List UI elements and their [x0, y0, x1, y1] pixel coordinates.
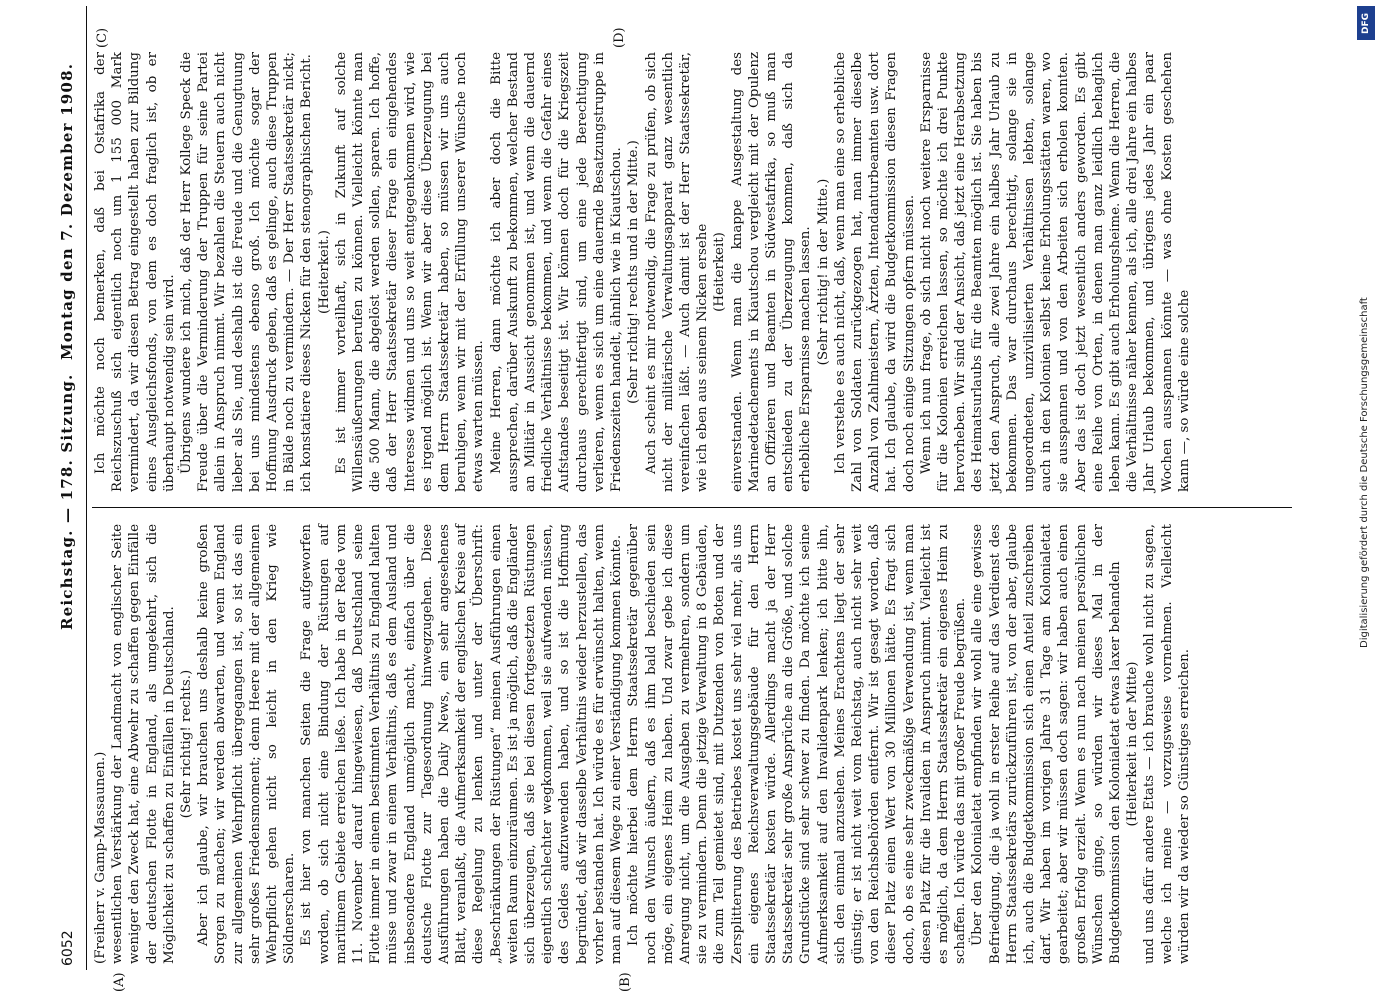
margin-marker-b: (B) [618, 972, 633, 992]
paragraph: Es ist immer vorteilhaft, sich in Zukunft auf solche Willensäußerungen berufen zu können. Vielleicht könnte man die 500 Mann, die abgelöst werden sollen, sparen. Ich hoffe, daß der Herr Staatssekretär dieser Frage ein eingehendes Interesse widmen und uns so weit entgegenkommen wird, wie es irgend möglich ist. Wenn wir aber diese Überzeugung bei dem Herrn Staatssekretär haben, so müssen wir uns auch beruhigen, wenn wir mit der Erfüllung unserer Wünsche noch etwas warten müssen. [333, 52, 487, 492]
side-strip [1347, 0, 1383, 1000]
session-title: Reichstag. — 178. Sitzung. [58, 373, 76, 630]
interjection: (Heiterkeit.) [316, 230, 332, 314]
dfg-logo: DFG [1357, 6, 1375, 40]
header-rule [86, 6, 87, 970]
paragraph: Übrigens wundere ich mich, daß der Herr Kollege Speck die Freude über die Verminderung der Truppen für seine Partei allein in Anspruch nimmt. Wir bezahlen die Steuern auch nicht lieber als Sie, und deshalb ist die Freude und die Genugtuung bei uns mindestens ebenso groß. Ich möchte sogar der Hoffnung Ausdruck geben, daß es gelinge, auch diese Truppen in Bälde noch zu vermindern. — Der Herr Staatssekretär nickt; ich konstatiere dieses Nicken für den stenographischen Bericht. [179, 52, 315, 492]
paragraph: Es ist hier von manchen Seiten die Frage aufgeworfen worden, ob sich nicht eine Bindung der Rüstungen auf maritimem Gebiete erreichen ließe. Ich habe in der Rede vom 11. November darauf hingewiesen, daß Deutschland seine Flotte immer in einem bestimmten Verhältnis zu England halten müsse und zwar in einem Verhältnis, daß es dem Ausland und insbesondere England unmöglich macht, einfach über die deutsche Flotte zur Tagesordnung hinwegzugehen. Diese Ausführungen haben die Daily News, ein sehr angesehenes Blatt, veranlaßt, die Aufmerksamkeit der englischen Kreise auf diese Regelung zu lenken und unter der Überschrift: „Beschränkungen der Rüstungen“ meinen Ausführungen einen weiten Raum einzuräumen. Es ist ja möglich, daß die Engländer sich überzeugen, daß sie bei diesen fortgesetzten Rüstungen eigentlich schlechter wegkommen, weil sie aufwenden müssen, des Geldes aufzuwenden haben, und so ist die Hoffnung begründet, daß wir dasselbe Verhältnis wieder herzustellen, das vorher bestanden hat. Ich würde es für erwünscht halten, wenn man auf diesem Wege zu einer Verständigung kommen könnte. [299, 524, 625, 964]
paragraph: Über den Kolonialetat empfinden wir wohl alle eine gewisse Befriedigung, die ja wohl in erster Reihe auf das Verdienst des Herrn Staatssekretärs zurückzuführen ist, von der aber, glaube ich, auch die Budgetkommission sich einen Anteil zuschreiben darf. Wir haben im vorigen Jahre 31 Tage am Kolonialetat gearbeitet; aber wir müssen doch sagen: wir haben auch einen großen Erfolg erzielt. Wenn es nun nach meinen persönlichen Wünschen ginge, so würden wir dieses Mal in der Budgetkommission den Kolonialetat etwas laxer behandeln [970, 524, 1123, 964]
interjection: (Heiterkeit in der Mitte) [1125, 661, 1141, 827]
margin-marker-d: (D) [612, 27, 627, 48]
interjection: (Sehr richtig! rechts.) [179, 669, 195, 819]
right-column [92, 52, 1193, 492]
digitization-credit: Digitalisierung gefördert durch die Deutsche Forschungsgemeinschaft [1359, 297, 1370, 648]
left-column [92, 524, 1193, 964]
interjection: (Sehr richtig! in der Mitte.) [815, 178, 831, 366]
paragraph: wesentlichen Verstärkung der Landmacht von englischer Seite weniger den Zweck hat, eine Abwehr zu schaffen gegen Einfälle der deutschen Flotte in England, als umgekehrt, sich die Möglichkeit zu schaffen zu Einfällen in Deutschland. [110, 524, 177, 964]
paragraph: und uns dafür andere Etats — ich brauche wohl nicht zu sagen, welche ich meine — vorzugsweise vornehmen. Vielleicht würden wir da wieder so Günstiges erreichen. [1142, 524, 1192, 964]
speaker-line: (Freiherr v. Gamp-Massaunen.) [93, 751, 108, 964]
paragraph: Auch scheint es mir notwendig, die Frage zu prüfen, ob sich nicht der militärische Verwaltungsapparat ganz wesentlich vereinfachen läßt. — Auch damit ist der Herr Staatssekretär, wie ich eben aus seinem Nicken ersehe [643, 52, 711, 492]
interjection: (Sehr richtig! rechts und in der Mitte.) [626, 140, 642, 404]
paragraph: einverstanden. Wenn man die knappe Ausgestaltung des Marinedetachements in Kiautschou vergleicht mit der Opulenz an Offizieren und Beamten in Südwestafrika, so muß man entschieden zu der Überzeugung kommen, daß sich da erhebliche Ersparnisse machen lassen. [729, 52, 814, 492]
paragraph: Meine Herren, dann möchte ich aber doch die Bitte aussprechen, darüber Auskunft zu bekommen, welcher Bestand an Militär in Aussicht genommen ist, und wenn die dauernd friedliche Verhältnisse bekommen, und wenn die Gefahr eines Aufstandes beseitigt ist. Wir können doch für die Kriegszeit durchaus gerechtfertigt sind, um eine jede Berechtigung verlieren, wenn es sich um eine dauernde Besatzungstruppe in Friedenszeiten handelt, ähnlich wie in Kiautschou. [488, 52, 625, 492]
paragraph: Aber ich glaube, wir brauchen uns deshalb keine großen Sorgen zu machen; wir werden abwarten, und wenn England zur allgemeinen Wehrpflicht übergegangen ist, so ist das ein sehr großes Friedensmoment; denn Heere mit der allgemeinen Wehrpflicht gehen nicht so leicht in den Krieg wie Söldnerscharen. [196, 524, 298, 964]
column-rule [92, 507, 1292, 508]
margin-marker-c: (C) [95, 27, 110, 48]
paragraph: Wenn ich nun frage, ob sich nicht noch weitere Ersparnisse für die Kolonien erreichen lassen, so möchte ich drei Punkte hervorheben. Wir sind der Ansicht, daß jetzt eine Herabsetzung des Heimatsurlaubs für die Beamten möglich ist. Sie haben bis jetzt den Anspruch, alle zwei Jahre ein halbes Jahr Urlaub zu bekommen. Das war durchaus berechtigt, solange sie in ungeordneten, unzivilisierten Verhältnissen lebten, solange auch in den Kolonien selbst keine Erholungsstätten waren, wo sie ausspannen und von den Arbeiten sich erholen konnten. Aber das ist doch jetzt wesentlich anders geworden. Es gibt eine Reihe von Orten, in denen man ganz leidlich behaglich leben kann. Es gibt auch Erholungsheime. Wenn die Herren, die die Verhältnisse näher kennen, als ich, alle drei Jahre ein halbes Jahr Urlaub bekommen, und übrigens jedes Jahr ein paar Wochen ausspannen könnte — was ohne Kosten geschehen kann —, so würde eine solche [918, 52, 1192, 492]
paragraph: Ich möchte noch bemerken, daß bei Ostafrika der Reichszuschuß sich eigentlich noch um 1 155 000 Mark vermindert, da wir diesen Betrag eingestellt haben zur Bildung eines Ausgleichsfonds, von dem es doch fraglich ist, ob er überhaupt notwendig sein wird. [93, 52, 177, 492]
session-date: Montag den 7. Dezember 1908. [58, 62, 76, 360]
paragraph: Ich verstehe es auch nicht, daß, wenn man eine so erhebliche Zahl von Soldaten zurückgezogen hat, man immer dieselbe Anzahl von Zahlmeistern, Ärzten, Intendanturbeamten usw. dort hat. Ich glaube, da wird die Budgetkommission diesen Fragen doch noch einige Sitzungen opfern müssen. [832, 52, 917, 492]
page-number: 6052 [60, 930, 76, 966]
paragraph: Ich möchte hierbei dem Herrn Staatssekretär gegenüber noch den Wunsch äußern, daß es ihm bald beschieden sein möge, ein eigenes Heim zu haben. Und zwar gebe ich diese Anregung nicht, um die Ausgaben zu vermehren, sondern um sie zu vermindern. Denn die jetzige Verwaltung in 8 Gebäuden, die zum Teil gemietet sind, mit Dutzenden von Boten und der Zersplitterung des Betriebes kostet uns sehr viel mehr, als uns ein eigenes Reichsverwaltungsgebäude für den Herrn Staatssekretär kosten würde. Allerdings macht ja der Herr Staatssekretär sehr große Ansprüche an die Größe, und solche Grundstücke sind sehr schwer zu finden. Da möchte ich seine Aufmerksamkeit auf den Invalidenpark lenken; ich bitte ihn, sich den einmal anzusehen. Meines Erachtens liegt der sehr günstig; er ist nicht weit vom Reichstag, auch nicht sehr weit von den Reichsbehörden entfernt. Wir ist gesagt worden, daß dieser Platz einen Wert von 30 Millionen hätte. Es fragt sich doch, ob es eine sehr zweckmäßige Verwendung ist, wenn man diesen Platz für die Invaliden in Anspruch nimmt. Vielleicht ist es möglich, da dem Herrn Staatssekretär ein eigenes Heim zu schaffen. Ich würde das mit großer Freude begrüßen. [626, 524, 969, 964]
interjection: (Heiterkeit) [712, 232, 728, 312]
margin-marker-a: (A) [112, 972, 127, 992]
